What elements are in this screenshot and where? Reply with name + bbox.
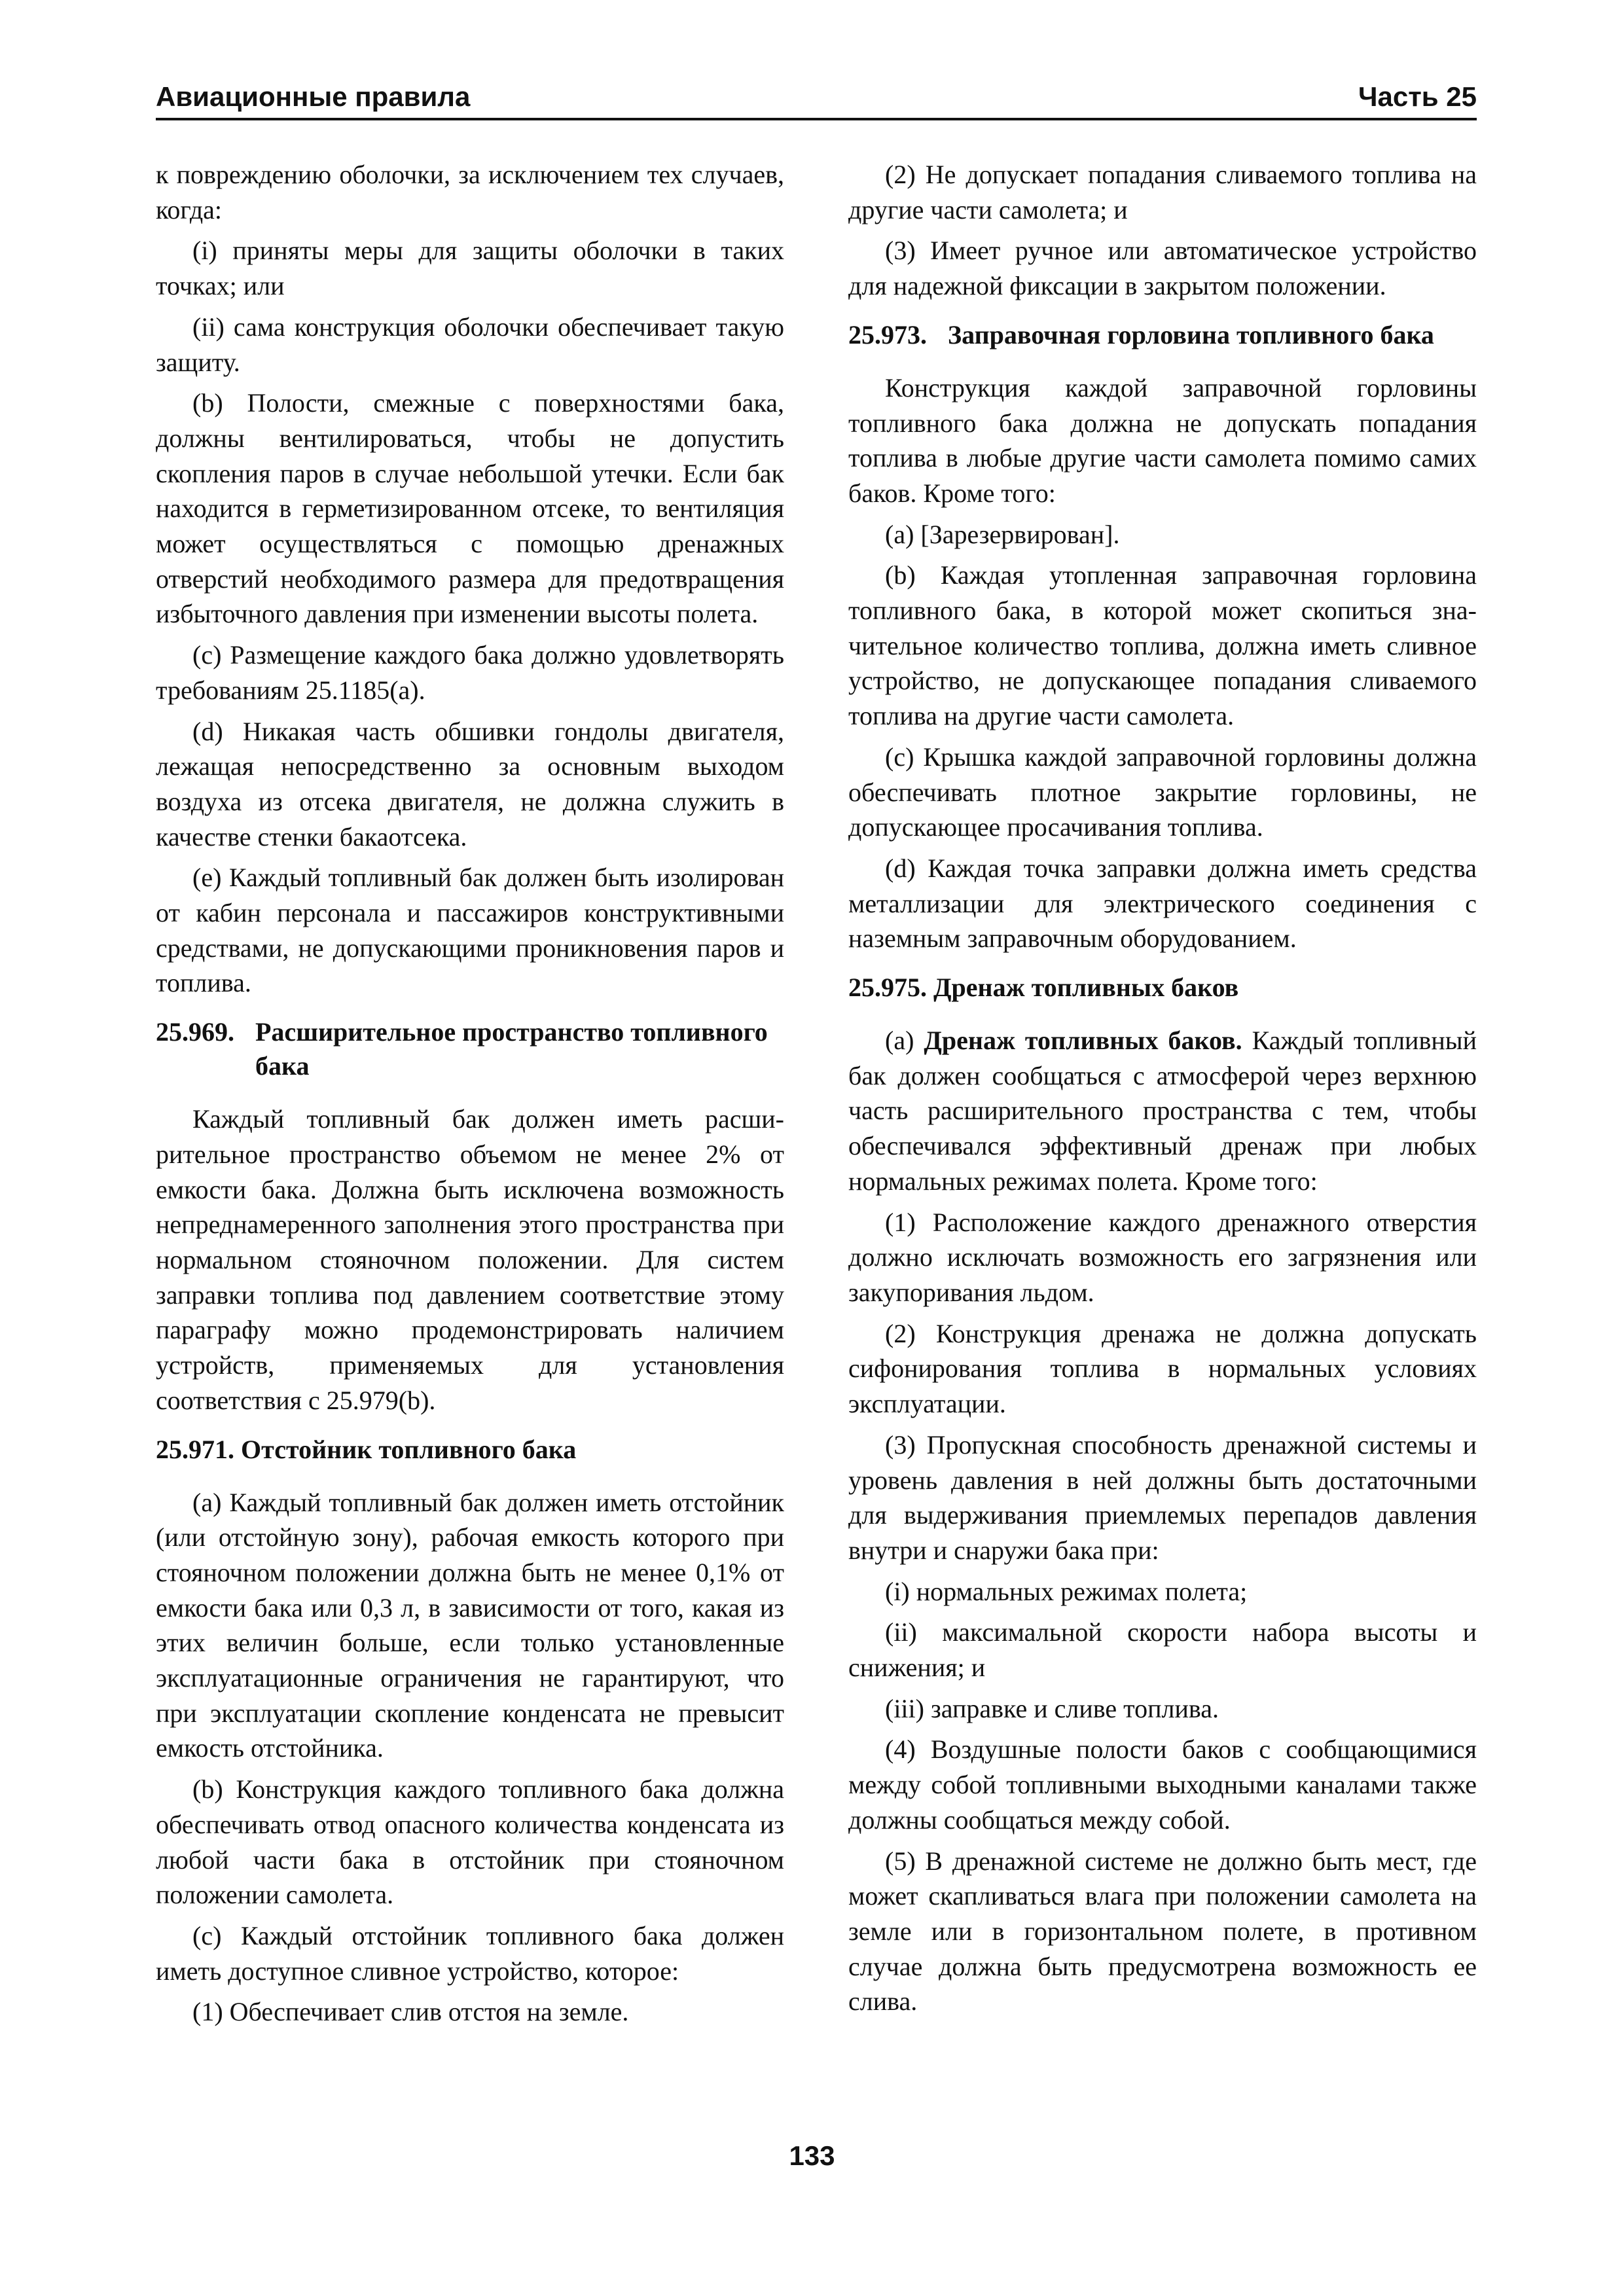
paragraph: (c) Каждый отстойник топливного бака должен иметь доступное сливное устройство, которое: xyxy=(156,1920,784,1986)
section-title: Расширительное пространство топливного бака xyxy=(255,1017,768,1081)
section-title: Заправочная горловина топливного бака xyxy=(948,319,1434,350)
running-header xyxy=(156,77,1477,120)
paragraph: (iii) заправке и сливе топлива. xyxy=(885,1693,1219,1723)
paragraph: (3) Пропускная способность дренажной системы и уровень давления в ней должны быть достаточными для выдерживания приемлемых перепадов давления внутри и снаружи бака при: xyxy=(848,1429,1477,1565)
paragraph: (2) Конструкция дренажа не должна допускать сифонирования топлива в нормальных условиях эксплуатации. xyxy=(848,1318,1477,1419)
paragraph: (4) Воздушные полости баков с сообщающимися между собой топливными выходными каналами также должны сообщаться между собой. xyxy=(848,1734,1477,1835)
paragraph: (ii) максимальной скорости набора высоты и снижения; и xyxy=(848,1617,1477,1683)
paragraph: Каждый топливный бак должен иметь расширительное пространство объемом не менее 2% от емкости бака. Должна быть исключена возможность непреднамеренного заполнения этого пространства при нормальном стояночном положении. Для систем заправки топлива под давлением соответствие этому параграфу можно продемонстрировать наличием устройств, применяемых для установления соответствия с 25.979(b). xyxy=(156,1104,784,1415)
paragraph: (i) приняты меры для защиты оболочки в таких точках; или xyxy=(156,236,784,301)
paragraph: (d) Никакая часть обшивки гондолы двигателя, лежащая непосредственно за основным выходом воздуха из отсека двигателя, не должна служить в качестве стенки бакаотсека. xyxy=(156,716,784,852)
paragraph: (1) Обеспечивает слив отстоя на земле. xyxy=(192,1997,629,2027)
paragraph: (b) Полости, смежные с поверхностями бака, должны вентилироваться, чтобы не допустить скопления паров в случае небольшой утечки. Если бак находится в герметизированном отсеке, то вентиляция может осуществляться с помощью дренажных отверстий необходимого размера для предотвращения избыточного давления при изменении высоты полета. xyxy=(156,388,784,629)
paragraph: (d) Каждая точка заправки должна иметь средства металлизации для электрического соединения с наземным заправочным оборудованием. xyxy=(848,853,1477,954)
section-heading-25-971: 25.971. Отстойник топливного бака xyxy=(156,1434,577,1464)
left-column xyxy=(156,157,784,2036)
paragraph: (ii) сама конструкция оболочки обеспечивает такую защиту. xyxy=(156,312,784,377)
paragraph-bold-heading: Дренаж топливных баков. xyxy=(924,1026,1242,1056)
paragraph: (a) [Зарезервирован]. xyxy=(885,519,1120,549)
header-title: Авиационные правила xyxy=(156,81,471,112)
paragraph: (b) Каждая утопленная заправочная горловина топливного бака, в которой может скопиться значительное количество топлива, должна иметь сливное устройство, не допускающее попадания сливаемого топлива на другие части самолета. xyxy=(848,560,1477,731)
section-number: 25.973. xyxy=(848,319,927,350)
paragraph-body: Каждый топливный бак должен сообщаться с атмосферой через верхнюю часть расширительного пространства с тем, чтобы обеспечивался эффективный дренаж при любых нормальных режимах полета. Кроме того: xyxy=(848,1026,1477,1196)
header-part: Часть 25 xyxy=(1358,81,1477,112)
paragraph: (3) Имеет ручное или автоматическое устройство для надежной фиксации в закрытом положении. xyxy=(848,236,1477,301)
section-heading-25-973 xyxy=(848,318,1477,352)
paragraph: (c) Крышка каждой заправочной горловины должна обеспечивать плотное закрытие горловины, не допускающее просачивания топлива. xyxy=(848,742,1477,842)
paragraph: к повреждению оболочки, за исключением тех случаев, когда: xyxy=(156,160,784,224)
right-column xyxy=(848,157,1477,2025)
paragraph: (5) В дренажной системе не должно быть мест, где может скапливаться влага при положении самолета на земле или в горизонтальном полете, в противном случае должна быть предусмотрена возможность ее слива. xyxy=(848,1846,1477,2017)
paragraph: (2) Не допускает попадания сливаемого топлива на другие части самолета; и xyxy=(848,160,1477,224)
paragraph: (c) Размещение каждого бака должно удовлетворять требованиям 25.1185(a). xyxy=(156,640,784,705)
paragraph xyxy=(848,1023,1477,1199)
paragraph: (b) Конструкция каждого топливного бака должна обеспечивать отвод опасного количества конденсата из любой части бака в отстойник при стояночном положении самолета. xyxy=(156,1774,784,1910)
section-heading-25-975: 25.975. Дренаж топливных баков xyxy=(848,973,1239,1003)
paragraph: Конструкция каждой заправочной горловины топливного бака должна не допускать попадания топлива в любые другие части самолета помимо самих баков. Кроме того: xyxy=(848,372,1477,508)
section-heading-25-969 xyxy=(156,1015,784,1083)
section-number: 25.969. xyxy=(156,1017,234,1047)
paragraph: (1) Расположение каждого дренажного отверстия должно исключать возможность его загрязнения или закупоривания льдом. xyxy=(848,1207,1477,1307)
paragraph: (a) Каждый топливный бак должен иметь отстойник (или отстойную зону), рабочая емкость которого при стояночном положении должна быть не менее 0,1% от емкости бака или 0,3 л, в зависимости от того, какая из этих величин больше, если только установленные эксплуатационные ограничения не гарантируют, что при эксплуатации скопление конденсата не превысит емкость отстойника. xyxy=(156,1487,784,1763)
paragraph: (i) нормальных режимах полета; xyxy=(885,1576,1248,1606)
paragraph-lead: (a) xyxy=(885,1026,914,1056)
page-number: 133 xyxy=(789,2140,835,2171)
paragraph: (e) Каждый топливный бак должен быть изолирован от кабин персонала и пассажиров конструктивными средствами, не допускающими проникновения паров и топлива. xyxy=(156,863,784,998)
